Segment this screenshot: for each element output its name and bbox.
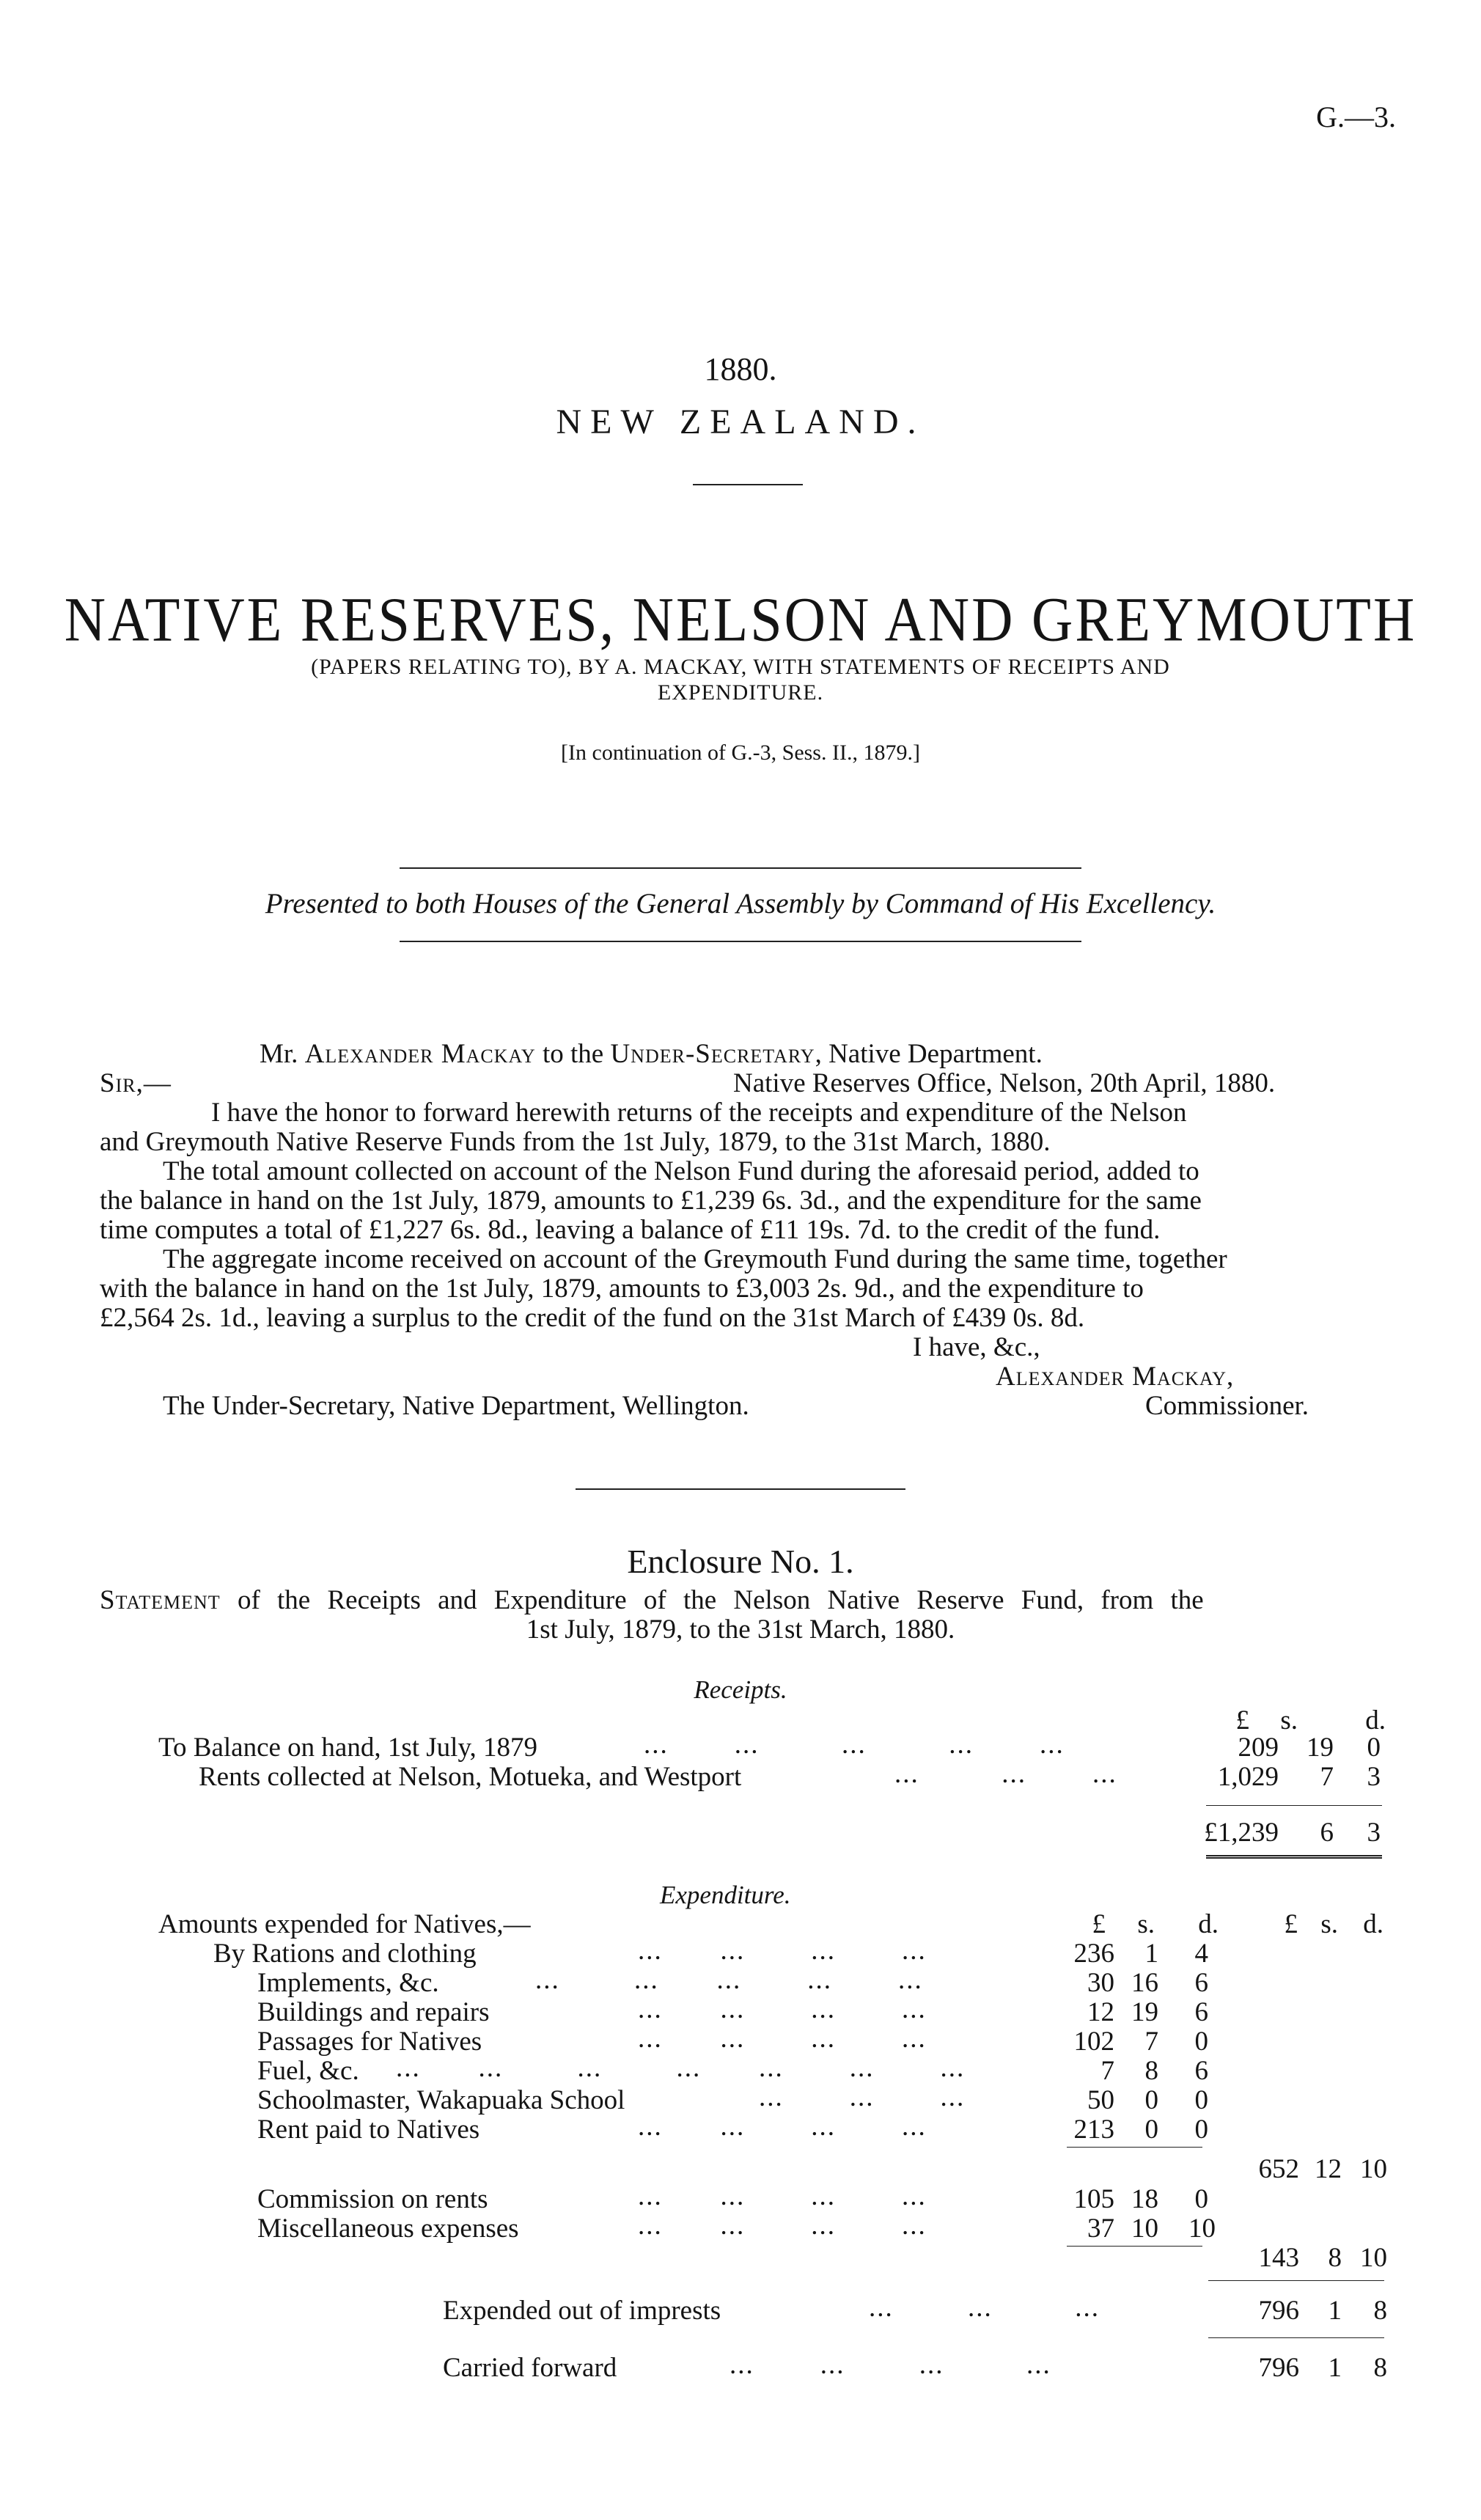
statement-text: of the Receipts and Expenditure of the Nelson Native Reserve Fund, from the [237, 1585, 1204, 1615]
exp-row-label: Miscellaneous expenses [257, 2214, 519, 2244]
letter-to-word: to the [542, 1039, 604, 1069]
exp-row-pence: 6 [1194, 1997, 1208, 2027]
exp-row-pence: 4 [1194, 1939, 1208, 1969]
para1-line1: I have the honor to forward herewith returns of the receipts and expenditure of the Nelson [211, 1098, 1187, 1128]
receipts-double-rule [1206, 1855, 1382, 1859]
imprests-pounds: 796 [1258, 2296, 1299, 2326]
imprests-label: Expended out of imprests [443, 2296, 721, 2326]
exp-row-pence: 10 [1188, 2214, 1216, 2244]
section-divider [576, 1488, 905, 1490]
exp-row-pounds: 102 [1073, 2027, 1114, 2057]
receipt-row-pounds: 209 [1238, 1733, 1279, 1763]
subtitle-line-2: EXPENDITURE. [657, 680, 824, 705]
receipt-row-pence: 3 [1367, 1762, 1381, 1792]
exp-row-pounds: 213 [1073, 2115, 1114, 2145]
receipts-total-shillings: 6 [1320, 1818, 1334, 1848]
exp-row-pounds: 30 [1087, 1968, 1114, 1998]
receipts-col-shillings: s. [1280, 1705, 1298, 1735]
subtotal2-shillings: 8 [1328, 2243, 1342, 2273]
subtotal2-rule [1067, 2246, 1202, 2247]
letter-to: Under-Secretary [610, 1039, 815, 1069]
imprests-pence: 8 [1373, 2296, 1387, 2326]
exp-row-label: Commission on rents [257, 2184, 488, 2214]
para2-line3: time computes a total of £1,227 6s. 8d., leaving a balance of £11 19s. 7d. to the credit of the fund. [100, 1215, 1161, 1245]
leader-dots: ... ... ... ... [638, 2024, 927, 2054]
exp-row-pounds: 236 [1073, 1939, 1114, 1969]
place-date: Native Reserves Office, Nelson, 20th April, 1880. [733, 1068, 1276, 1098]
exp-row-pounds: 7 [1100, 2056, 1114, 2086]
exp-row-label: Passages for Natives [257, 2027, 482, 2057]
carried-shillings: 1 [1328, 2353, 1342, 2383]
page-reference: G.—3. [1316, 100, 1396, 133]
leader-dots: ... ... ... ... [638, 1936, 927, 1966]
exp-row-shillings: 10 [1131, 2214, 1158, 2244]
subtotal1-pence: 10 [1360, 2154, 1387, 2184]
exp-row-pence: 6 [1194, 2056, 1208, 2086]
exp-row-pounds: 37 [1087, 2214, 1114, 2244]
signature-title: Commissioner. [1145, 1391, 1309, 1421]
carried-pounds: 796 [1258, 2353, 1299, 2383]
receipts-col-pounds: £ [1235, 1705, 1249, 1735]
receipt-row-pence: 0 [1367, 1733, 1381, 1763]
exp-col2-pence: d. [1363, 1909, 1383, 1939]
statement-line1 [100, 1586, 1204, 1615]
exp-row-pence: 0 [1194, 2085, 1208, 2115]
presented-rule-bottom [400, 941, 1081, 942]
exp-row-shillings: 19 [1131, 1997, 1158, 2027]
receipt-row-pounds: 1,029 [1217, 1762, 1279, 1792]
letter-heading [260, 1040, 1043, 1069]
exp-row-shillings: 1 [1144, 1939, 1158, 1969]
exp-col-pounds: £ [1092, 1909, 1106, 1939]
letter-dept: , Native Department. [815, 1039, 1043, 1069]
imprests-rule [1208, 2280, 1384, 2281]
subtotal1-rule [1067, 2147, 1202, 2148]
exp-col2-shillings: s. [1320, 1909, 1338, 1939]
exp-row-pence: 0 [1194, 2115, 1208, 2145]
exp-row-label: Buildings and repairs [257, 1997, 490, 2027]
subtotal1-shillings: 12 [1315, 2154, 1342, 2184]
para3-line2: with the balance in hand on the 1st July, 1879, amounts to £3,003 2s. 9d., and the expenditure to [100, 1274, 1144, 1304]
statement-line2: 1st July, 1879, to the 31st March, 1880. [526, 1615, 955, 1645]
leader-dots: ... ... ... [894, 1759, 1117, 1789]
exp-row-shillings: 18 [1131, 2184, 1158, 2214]
year: 1880. [704, 351, 777, 387]
letter-from: Alexander Mackay [304, 1039, 536, 1069]
imprests-shillings: 1 [1328, 2296, 1342, 2326]
exp-row-label: By Rations and clothing [213, 1939, 477, 1969]
exp-row-pence: 0 [1194, 2027, 1208, 2057]
receipt-row-label: Rents collected at Nelson, Motueka, and Westport [199, 1762, 742, 1792]
receipts-total-pounds: £1,239 [1204, 1818, 1279, 1848]
leader-dots: ... ... ... ... ... [644, 1730, 1065, 1760]
para2-line2: the balance in hand on the 1st July, 1879, amounts to £1,239 6s. 3d., and the expenditure for the same [100, 1186, 1202, 1216]
exp-col2-pounds: £ [1284, 1909, 1298, 1939]
signature: Alexander Mackay, [996, 1362, 1235, 1392]
carried-pence: 8 [1373, 2353, 1387, 2383]
receipts-total-pence: 3 [1367, 1818, 1381, 1848]
exp-row-shillings: 0 [1144, 2085, 1158, 2115]
closing: I have, &c., [913, 1332, 1040, 1362]
exp-row-pence: 0 [1194, 2184, 1208, 2214]
leader-dots: ... ... ... ... [638, 2112, 927, 2142]
leader-dots: ... ... ... [759, 2082, 966, 2112]
leader-dots: ... ... ... ... [638, 2181, 927, 2211]
para2-line1: The total amount collected on account of the Nelson Fund during the aforesaid period, added to [163, 1156, 1199, 1186]
exp-row-shillings: 7 [1144, 2027, 1158, 2057]
expenditure-intro: Amounts expended for Natives,— [158, 1909, 531, 1939]
receipt-row-shillings: 7 [1320, 1762, 1334, 1792]
exp-row-pence: 6 [1194, 1968, 1208, 1998]
exp-col-shillings: s. [1137, 1909, 1155, 1939]
para3-line1: The aggregate income received on account of the Greymouth Fund during the same time, together [163, 1244, 1227, 1274]
receipt-row-label: To Balance on hand, 1st July, 1879 [158, 1733, 538, 1763]
subtotal2-pence: 10 [1360, 2243, 1387, 2273]
leader-dots: ... ... ... ... ... ... ... [396, 2053, 966, 2083]
expenditure-heading: Expenditure. [660, 1881, 791, 1909]
subtotal1-pounds: 652 [1258, 2154, 1299, 2184]
addressee: The Under-Secretary, Native Department, Wellington. [163, 1391, 749, 1421]
exp-row-label: Fuel, &c. [257, 2056, 359, 2086]
exp-col-pence: d. [1198, 1909, 1219, 1939]
subtitle-line-1: (PAPERS RELATING TO), BY A. MACKAY, WITH STATEMENTS OF RECEIPTS AND [311, 655, 1170, 679]
para1-line2: and Greymouth Native Reserve Funds from the 1st July, 1879, to the 31st March, 1880. [100, 1127, 1051, 1157]
exp-row-shillings: 0 [1144, 2115, 1158, 2145]
receipts-col-pence: d. [1365, 1705, 1386, 1735]
presented-rule-top [400, 867, 1081, 869]
enclosure-heading: Enclosure No. 1. [627, 1543, 854, 1580]
receipts-total-rule [1206, 1805, 1382, 1806]
leader-dots: ... ... ... ... [638, 1994, 927, 2024]
exp-row-pounds: 12 [1087, 1997, 1114, 2027]
leader-dots: ... ... ... [869, 2293, 1100, 2323]
continuation-note: [In continuation of G.-3, Sess. II., 1879.] [561, 741, 920, 765]
leader-dots: ... ... ... ... [730, 2350, 1051, 2380]
exp-row-pounds: 105 [1073, 2184, 1114, 2214]
para3-line3: £2,564 2s. 1d., leaving a surplus to the credit of the fund on the 31st March of £439 0s. 8d. [100, 1303, 1085, 1333]
country-title: NEW ZEALAND. [556, 403, 925, 441]
exp-row-shillings: 8 [1144, 2056, 1158, 2086]
salutation: Sir,— [100, 1068, 172, 1098]
receipt-row-shillings: 19 [1307, 1733, 1334, 1763]
exp-row-shillings: 16 [1131, 1968, 1158, 1998]
title-divider [693, 484, 803, 485]
main-title: NATIVE RESERVES, NELSON AND GREYMOUTH [64, 584, 1417, 655]
leader-dots: ... ... ... ... ... [535, 1965, 923, 1995]
letter-heading-mr: Mr. [260, 1039, 298, 1069]
statement-word: Statement [100, 1585, 221, 1615]
exp-row-label: Rent paid to Natives [257, 2115, 480, 2145]
presented-line: Presented to both Houses of the General Assembly by Command of His Excellency. [265, 888, 1216, 919]
exp-row-pounds: 50 [1087, 2085, 1114, 2115]
carried-forward-label: Carried forward [443, 2353, 617, 2383]
receipts-heading: Receipts. [694, 1675, 787, 1704]
subtotal2-pounds: 143 [1258, 2243, 1299, 2273]
exp-row-label: Schoolmaster, Wakapuaka School [257, 2085, 625, 2115]
carried-rule [1208, 2337, 1384, 2338]
exp-row-label: Implements, &c. [257, 1968, 439, 1998]
leader-dots: ... ... ... ... [638, 2211, 927, 2241]
